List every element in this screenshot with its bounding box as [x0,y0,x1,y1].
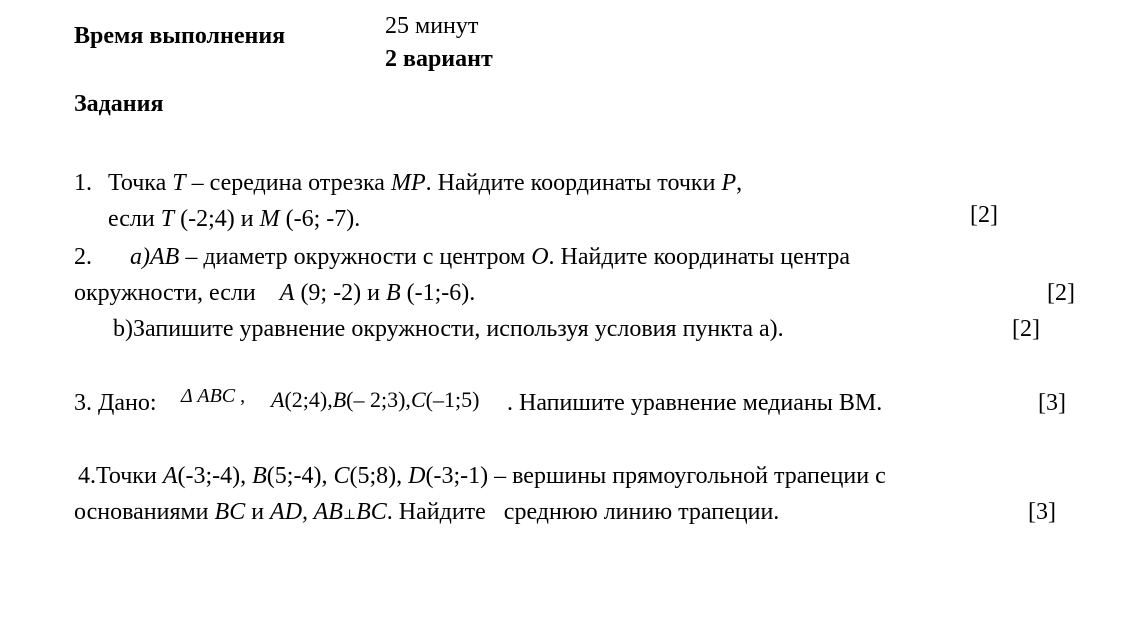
task2b-text: b)Запишите уравнение окружности, используя условия пункта а). [113,316,784,342]
task3-prefix: 3. Дано: [74,390,163,416]
task3-triangle: Δ ABC , [181,385,246,407]
task2-line1: a)AB – диаметр окружности с центром O. Найдите координаты центра [130,244,851,270]
task4-line1: 4.Точки A(-3;-4), B(5;-4), C(5;8), D(-3;-1) – вершины прямоугольной трапеции с [78,463,886,489]
time-label: Время выполнения [74,23,286,49]
task2a-score: [2] [1047,280,1075,306]
task1-number: 1. [74,170,92,196]
variant-label: 2 вариант [385,46,493,72]
task1-line2: если T (-2;4) и M (-6; -7). [108,206,361,232]
task1-score: [2] [970,202,998,228]
perpendicular-symbol: ⊥ [342,508,357,523]
task4-score: [3] [1028,499,1056,525]
duration: 25 минут [385,13,479,39]
task3-suffix: . Напишите уравнение медианы BM. [507,390,883,416]
task2-number: 2. [74,244,92,270]
task3-points: A(2;4),B(– 2;3),C(–1;5) [271,387,480,412]
task2-line2: окружности, если A (9; -2) и B (-1;-6). [74,280,476,306]
task3-score: [3] [1038,390,1066,416]
tasks-heading: Задания [74,91,164,117]
task4-line2: основаниями BC и AD, AB⊥BC. Найдите среднюю линию трапеции. [74,499,780,525]
task1-line1: Точка T – середина отрезка MP. Найдите координаты точки P, [108,170,743,196]
task2b-score: [2] [1012,316,1040,342]
